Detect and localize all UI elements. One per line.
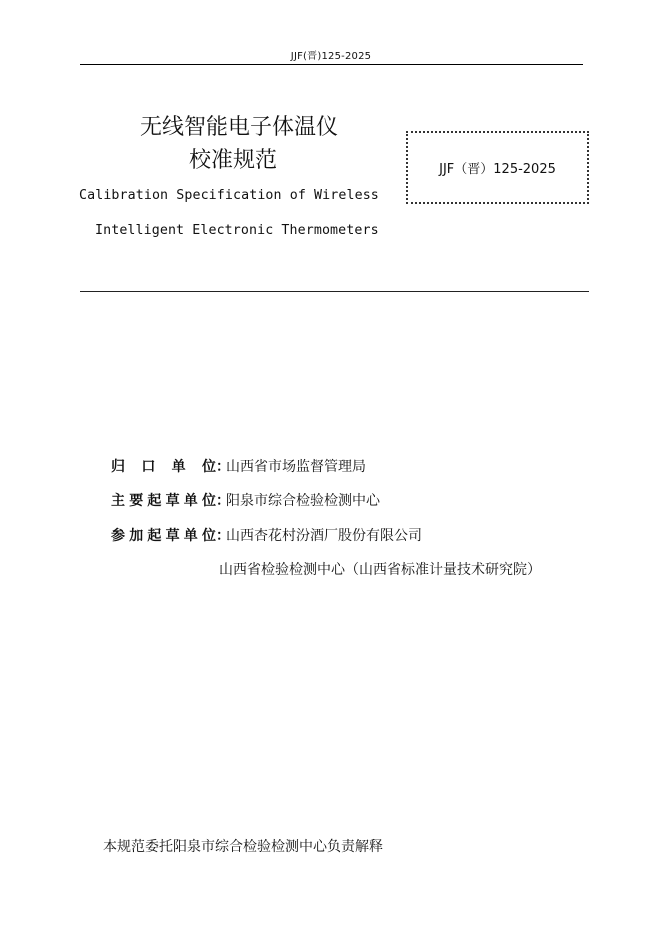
- specification-code-box: [406, 131, 589, 204]
- title-chinese-line-1: 无线智能电子体温仪: [140, 115, 339, 140]
- interpretation-note: 本规范委托阳泉市综合检验检测中心负责解释: [103, 839, 383, 855]
- colon: ：: [216, 493, 230, 509]
- responsible-unit-label: 归 口 单 位: [111, 459, 216, 475]
- main-drafter-row: [111, 490, 380, 510]
- responsible-unit-row: [111, 456, 366, 476]
- title-divider: [80, 291, 589, 292]
- title-english-line-1: Calibration Specification of Wireless: [79, 188, 379, 203]
- title-chinese-line-2: 校准规范: [189, 148, 278, 173]
- main-drafter-label: 主要起草单位: [111, 493, 216, 509]
- participating-drafter-label: 参加起草单位: [111, 528, 216, 544]
- participating-drafter-value-1: 山西杏花村汾酒厂股份有限公司: [226, 528, 422, 544]
- colon: ：: [216, 459, 230, 475]
- participating-drafter-value-2: 山西省检验检测中心（山西省标准计量技术研究院）: [219, 562, 541, 578]
- colon: ：: [216, 528, 230, 544]
- responsible-unit-value: 山西省市场监督管理局: [226, 459, 366, 475]
- participating-drafter-row: [111, 525, 422, 545]
- header-divider: [80, 64, 583, 65]
- title-english-line-2: Intelligent Electronic Thermometers: [95, 223, 379, 238]
- running-header-code: JJF(晋)125-2025: [290, 51, 372, 62]
- main-drafter-value: 阳泉市综合检验检测中心: [226, 493, 380, 509]
- participating-drafter-row-2: [219, 559, 541, 579]
- specification-code: JJF（晋）125-2025: [439, 162, 556, 177]
